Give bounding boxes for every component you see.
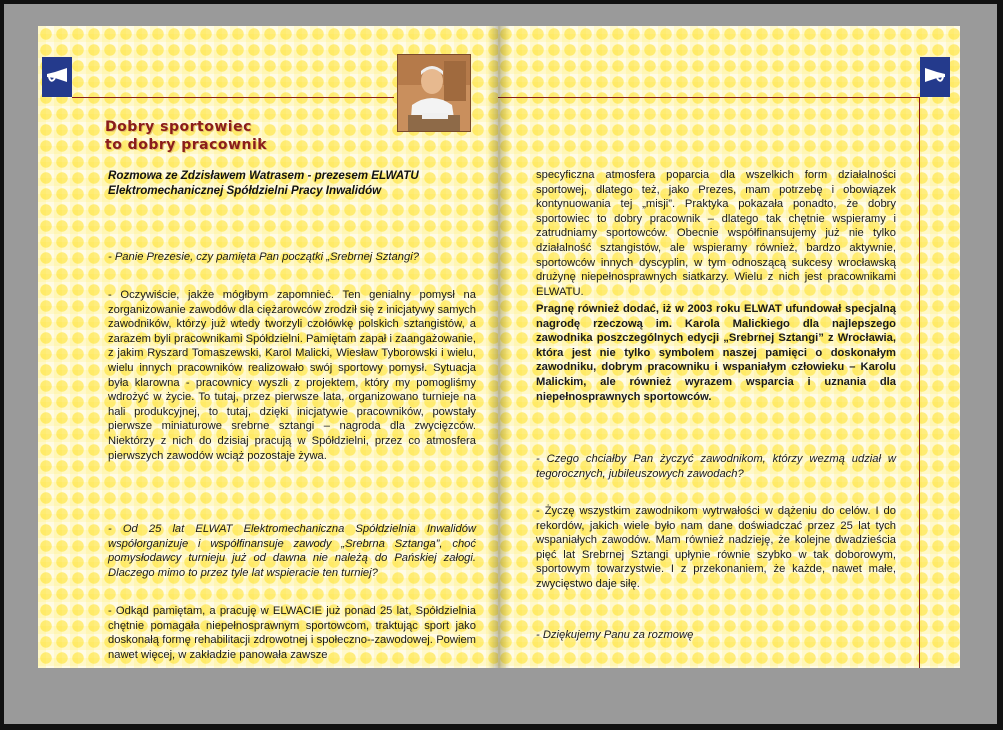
article-subtitle: Rozmowa ze Zdzisławem Watrasem - prezesem ELWATU Elektromechanicznej Spółdzielni Pracy Inwalidów	[108, 169, 419, 197]
bold-paragraph: Pragnę również dodać, iż w 2003 roku ELWAT ufundował specjalną nagrodę rzeczową im. Karola Malickiego dla najlepszego zawodnika poszczególnych edycji „Srebrnej Sztangi” z Wrocławia, która jest nie tylko symbolem naszej pamięci o doskonałym zawodniku, dobrym pracowniku i wspaniałym człowieku – Karolu Malickim, ale również wyrazem wsparcia i uznania dla niepełnosprawnych sportowców.	[536, 303, 896, 403]
horn-icon	[45, 67, 69, 85]
header-rule	[72, 97, 394, 98]
answer-2-continued: specyficzna atmosfera poparcia dla wszelkich form działalności sportowej, dlatego też, jako Prezes, mam potrzebę i obowiązek kontynuowania tej „misji”. Praktyka pokazała ponadto, że dobry sportowiec to dobry pracownik – dlatego tak chętnie wspieramy i zatrudniamy sportowców. Obecnie współfinansujemy już nie tylko działalność sztangistów, ale wspieramy również, bardzo aktywnie, sportowców innych dyscyplin, w tym odnoszącą sukcesy wrocławską drużynę niepełnosprawnych siatkarzy. Wielu z nich jest pracownikami ELWATU.	[536, 169, 896, 298]
answer-3: - Życzę wszystkim zawodnikom wytrwałości w dążeniu do celów. I do rekordów, jakich wiele było nam dane doświadczać przez 25 lat tych wspaniałych zawodów. Mam również nadzieję, że kolejne dwadzieścia pięć lat Srebrnej Sztangi upłynie równie szybko w tak doborowym, sportowym towarzystwie. I z przekonaniem, że każde, nawet małe, zwycięstwo daje siłę.	[536, 505, 896, 590]
right-tab-marker	[920, 57, 950, 97]
question-2: - Od 25 lat ELWAT Elektromechaniczna Spółdzielnia Inwalidów współorganizuje i współfinansuje zawody „Srebrna Sztanga”, choć pomysłodawcy turnieju już od dawna nie należą do Pańskiej załogi. Dlaczego mimo to przez tyle lat wspieracie ten turniej?	[108, 523, 476, 579]
right-page	[498, 26, 960, 668]
portrait-photo	[397, 54, 471, 132]
horn-icon	[923, 67, 947, 85]
left-page	[38, 26, 498, 668]
answer-2: - Odkąd pamiętam, a pracuję w ELWACIE już ponad 25 lat, Spółdzielnia chętnie pomagała niepełnosprawnym sportowcom, traktując sport jako doskonałą formę rehabilitacji zdrowotnej i społeczno--zawodowej. Powiem nawet więcej, w zakładzie panowała zawsze	[108, 605, 476, 661]
question-1: - Panie Prezesie, czy pamięta Pan początki „Srebrnej Sztangi?	[108, 251, 419, 263]
title-line-1: Dobry sportowiec	[105, 119, 252, 135]
answer-1: - Oczywiście, jakże mógłbym zapomnieć. Ten genialny pomysł na zorganizowanie zawodów dla ciężarowców zrodził się z inicjatywy samych zawodników, którzy już wtedy tworzyli czołówkę polskich sztangistów, a zarazem byli pracownikami Spółdzielni. Pamiętam zapał i zaangażowanie, z jakim Ryszard Tomaszewski, Karol Malicki, Wiesław Tyborowski i wielu, wielu innych pracowników realizowało swój sportowy pomysł. Sytuacja była klarowna - pracownicy wyszli z projektem, który my pomogliśmy wdrożyć w życie. To tutaj, przez pierwsze lata, organizowano turnieje na hali produkcyjnej, to tutaj, dzięki inicjatywie pracowników, powstały pierwsze miniaturowe srebrne sztangi – nagroda dla zwycięzców. Niektórzy z nich do dzisiaj pracują w Spółdzielni, przez co atmosfera pierwszych zawodów wciąż pozostaje żywa.	[108, 289, 476, 462]
closing-line: - Dziękujemy Panu za rozmowę	[536, 629, 694, 641]
article-title	[105, 118, 267, 154]
left-tab-marker	[42, 57, 72, 97]
book-gutter	[488, 26, 510, 668]
header-rule-right	[498, 97, 919, 98]
margin-rule-right	[919, 97, 920, 668]
question-3: - Czego chciałby Pan życzyć zawodnikom, którzy wezmą udział w tegorocznych, jubileuszowych zawodach?	[536, 453, 896, 480]
title-line-2: to dobry pracownik	[105, 137, 268, 153]
